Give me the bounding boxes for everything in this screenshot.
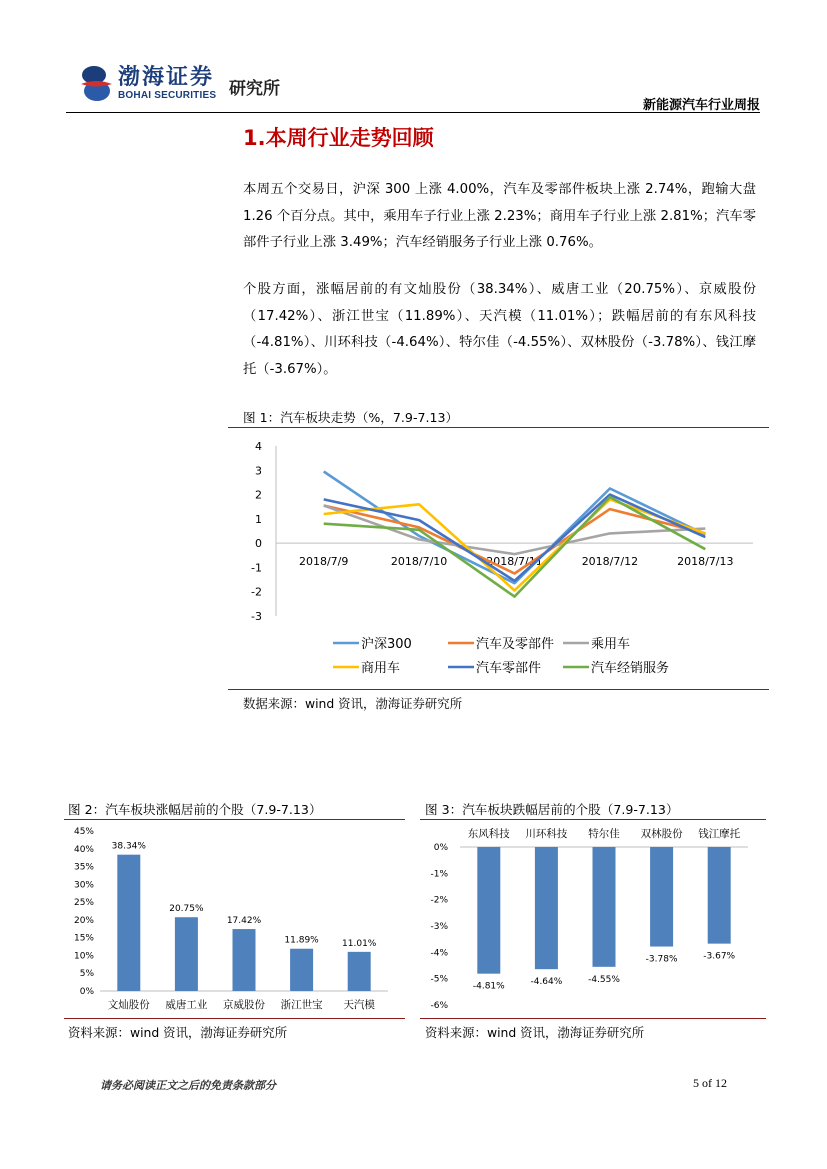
y-tick-label: -3 <box>251 610 262 623</box>
figure-1-line-chart <box>228 430 769 688</box>
y-tick-label: 45% <box>73 827 94 837</box>
data-label: -4.64% <box>530 977 563 988</box>
y-tick-label: 35% <box>73 862 94 873</box>
x-tick-label: 2018/7/11 <box>486 555 543 569</box>
footer-disclaimer: 请务必阅读正文之后的免责条款部分 <box>100 1079 276 1092</box>
y-tick-label: -6% <box>430 1001 448 1011</box>
figure-3-caption: 图 3：汽车板块跌幅居前的个股（7.9-7.13） <box>425 802 679 817</box>
bar-东风科技 <box>477 847 500 974</box>
section-number: 1. <box>243 126 266 150</box>
y-tick-label: -1% <box>430 869 448 880</box>
figure-1-top-rule <box>228 427 769 428</box>
logo-mark-icon <box>78 64 114 104</box>
legend-label: 沪深300 <box>361 637 412 652</box>
x-tick-label: 特尔佳 <box>588 828 620 840</box>
figure-3-bottom-rule <box>420 1018 766 1019</box>
bar-川环科技 <box>535 847 558 969</box>
x-tick-label: 双林股份 <box>640 828 683 840</box>
bar-双林股份 <box>650 847 673 947</box>
figure-1-caption: 图 1：汽车板块走势（%，7.9-7.13） <box>243 410 459 425</box>
report-title: 新能源汽车行业周报 <box>642 98 760 113</box>
figure-3-source: 资料来源：wind 资讯，渤海证券研究所 <box>425 1025 645 1040</box>
figure-1-bottom-rule <box>228 689 769 690</box>
figure-2-bar-chart <box>64 821 405 1017</box>
x-tick-label: 京威股份 <box>223 999 265 1011</box>
figure-3-top-rule <box>420 819 766 820</box>
figure-2-top-rule <box>64 819 405 820</box>
figure-2-bottom-rule <box>64 1018 405 1019</box>
legend-label: 商用车 <box>361 661 401 676</box>
data-label: -3.78% <box>645 954 678 965</box>
y-tick-label: -1 <box>251 561 262 575</box>
company-logo <box>78 62 218 106</box>
y-tick-label: -3% <box>430 922 448 932</box>
legend-label: 汽车零部件 <box>476 661 542 676</box>
y-tick-label: -2 <box>251 585 262 599</box>
x-tick-label: 2018/7/13 <box>677 555 734 569</box>
data-label: -4.81% <box>472 981 505 992</box>
x-tick-label: 2018/7/9 <box>298 555 349 569</box>
data-label: -3.67% <box>703 951 736 962</box>
y-tick-label: 10% <box>73 951 94 962</box>
y-tick-label: 15% <box>73 933 94 944</box>
x-tick-label: 钱江摩托 <box>698 828 741 840</box>
y-tick-label: 0% <box>79 987 94 997</box>
x-tick-label: 东风科技 <box>467 828 510 840</box>
figure-2-source: 资料来源：wind 资讯，渤海证券研究所 <box>68 1025 288 1040</box>
x-tick-label: 文灿股份 <box>107 999 150 1011</box>
y-tick-label: 30% <box>73 880 94 891</box>
bar-京威股份 <box>233 929 256 991</box>
data-label: 20.75% <box>169 904 204 915</box>
bar-特尔佳 <box>593 847 616 967</box>
x-tick-label: 川环科技 <box>525 828 568 840</box>
page-number: 5 of 12 <box>693 1076 727 1090</box>
data-label: 38.34% <box>111 841 146 852</box>
figure-2-caption: 图 2：汽车板块涨幅居前的个股（7.9-7.13） <box>68 802 322 817</box>
y-tick-label: -5% <box>430 974 448 985</box>
y-tick-label: 2 <box>255 488 262 502</box>
y-tick-label: 0% <box>433 843 448 853</box>
bar-天汽模 <box>348 952 371 991</box>
x-tick-label: 2018/7/12 <box>581 555 639 569</box>
y-tick-label: 25% <box>73 898 94 909</box>
x-tick-label: 浙江世宝 <box>280 999 323 1011</box>
legend-label: 汽车经销服务 <box>591 661 670 676</box>
x-tick-label: 天汽模 <box>343 999 375 1011</box>
x-tick-label: 2018/7/10 <box>390 555 448 569</box>
figure-1-source: 数据来源：wind 资讯，渤海证券研究所 <box>243 696 463 711</box>
data-label: 17.42% <box>226 916 262 927</box>
legend-label: 乘用车 <box>591 637 631 652</box>
paragraph-2: 个股方面，涨幅居前的有文灿股份（38.34%）、威唐工业（20.75%）、京威股份（17.42%）、浙江世宝（11.89%）、天汽模（11.01%）；跌幅居前的有东风科技（-4.81%）、川环科技（-4.64%）、特尔佳（-4.55%）、双林股份（-3.78%）、钱江摩托（-3.67%）。 <box>243 282 756 377</box>
bar-浙江世宝 <box>290 949 313 991</box>
data-label: -4.55% <box>588 974 620 985</box>
y-tick-label: 5% <box>79 969 94 980</box>
institute-name: 研究所 <box>229 79 280 99</box>
bar-威唐工业 <box>175 917 198 991</box>
y-tick-label: 20% <box>73 915 94 926</box>
legend-label: 汽车及零部件 <box>476 637 555 652</box>
y-tick-label: 1 <box>255 512 262 526</box>
y-tick-label: 0 <box>255 537 262 551</box>
y-tick-label: 4 <box>255 440 262 453</box>
header-rule <box>66 112 760 113</box>
y-tick-label: -2% <box>430 895 448 906</box>
y-tick-label: 40% <box>73 844 94 855</box>
data-label: 11.89% <box>284 935 319 946</box>
bar-钱江摩托 <box>708 847 731 944</box>
bar-文灿股份 <box>117 855 140 991</box>
section-title-text: 本周行业走势回顾 <box>265 126 434 150</box>
x-tick-label: 威唐工业 <box>165 999 208 1011</box>
figure-3-bar-chart <box>420 821 766 1017</box>
y-tick-label: 3 <box>255 464 262 478</box>
data-label: 11.01% <box>342 938 377 949</box>
section-title <box>243 122 434 152</box>
logo-english-name: BOHAI SECURITIES <box>118 90 217 101</box>
logo-chinese-name: 渤海证券 <box>118 64 215 90</box>
paragraph-1: 本周五个交易日，沪深 300 上涨 4.00%，汽车及零部件板块上涨 2.74%，跑输大盘 1.26 个百分点。其中，乘用车子行业上涨 2.23%；商用车子行业上涨 2.81%；汽车零部件子行业上涨 3.49%；汽车经销服务子行业上涨 0.76%。 <box>243 182 756 250</box>
y-tick-label: -4% <box>430 948 448 959</box>
